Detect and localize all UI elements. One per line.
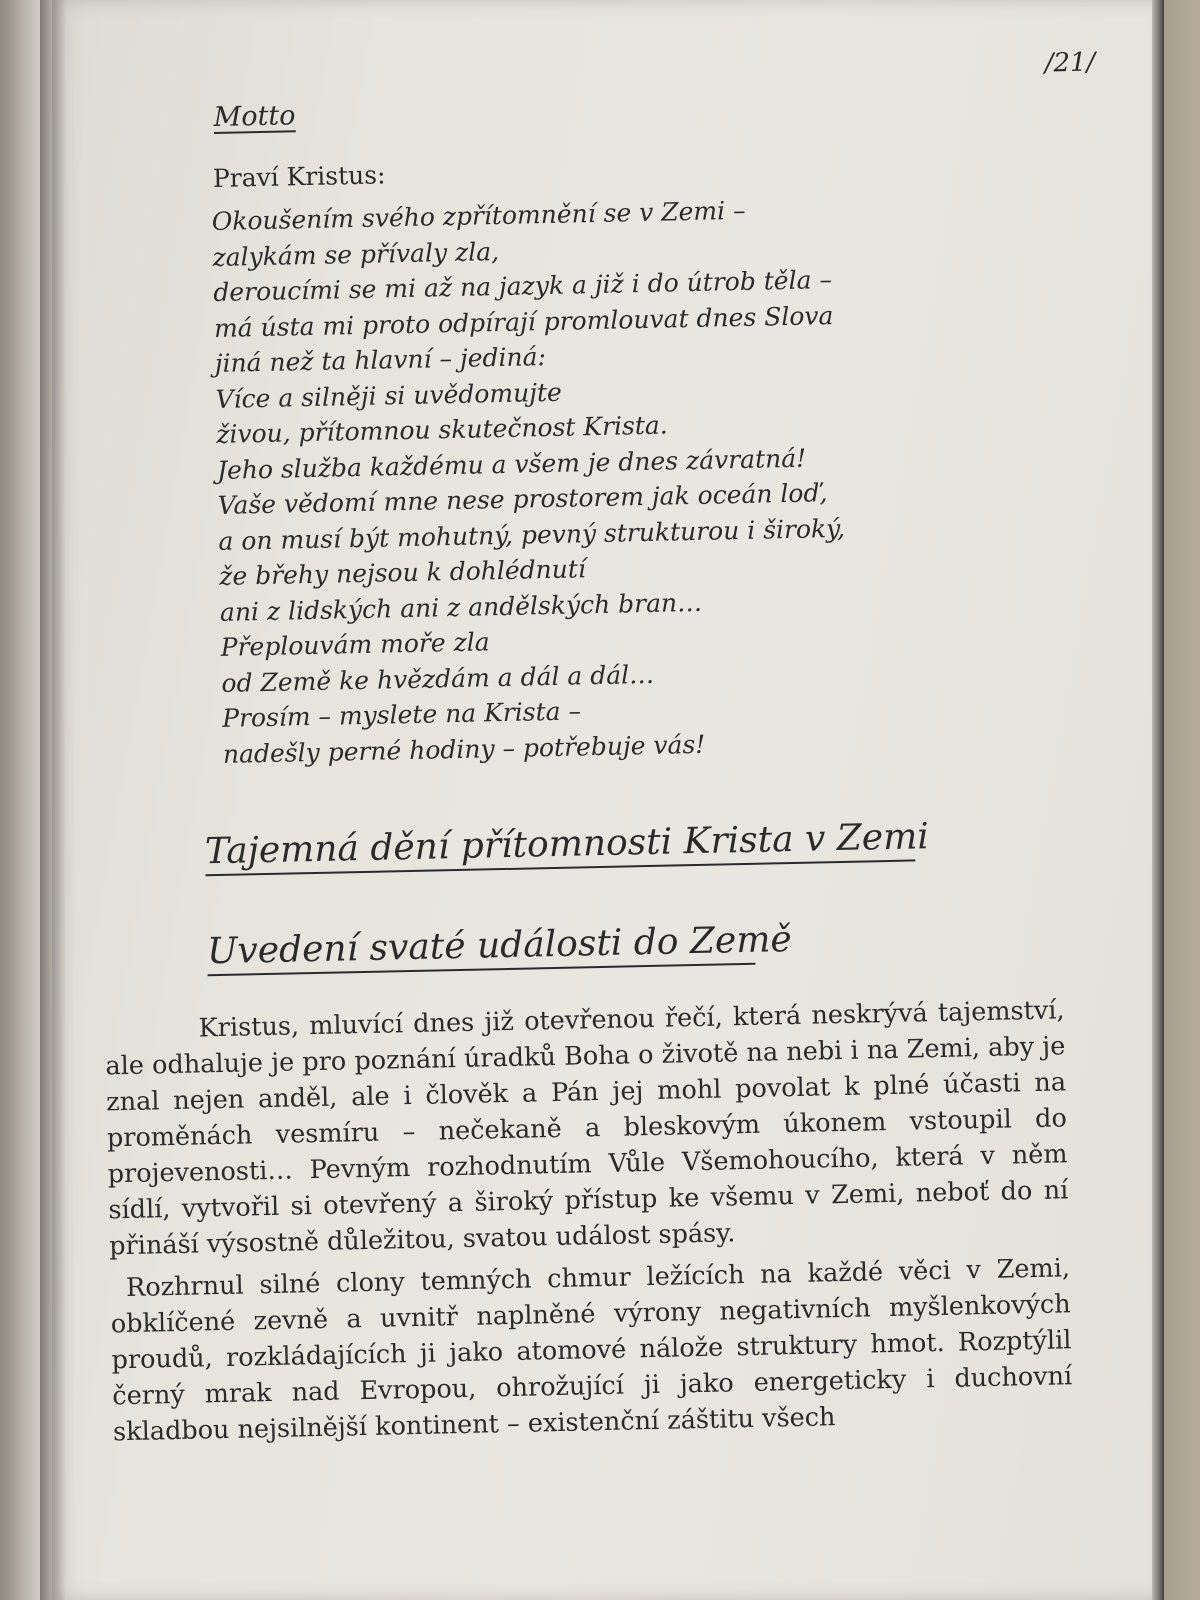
poem-line: a on musí být mohutný, pevný strukturou i široký, bbox=[218, 513, 846, 556]
poem-line: Přeplouvám moře zla bbox=[220, 627, 490, 662]
motto-label: Motto bbox=[213, 100, 296, 133]
paragraph: Rozhrnul silné clony temných chmur ležících na každé věci v Zemi, obklíčené zevně a uvnitř naplněné výrony negativních myšlenkových proudů, rozkládajících ji jako atomové nálože struktury hmot. Rozptýlil černý mrak nad Evropou, ohrožující ji jako energeticky i duchovní skladbou nejsilnější kontinent – existenční záštitu všech bbox=[110, 1253, 1073, 1448]
poem-line: Okoušením svého zpřítomnění se v Zemi – bbox=[211, 195, 746, 236]
poem-line: Vaše vědomí mne nese prostorem jak oceán loď, bbox=[217, 478, 828, 520]
motto-poem bbox=[211, 191, 849, 772]
poem-line: Jeho služba každému a všem je dnes závratná! bbox=[216, 443, 807, 485]
motto-intro: Praví Kristus: bbox=[212, 160, 386, 193]
body-text bbox=[104, 992, 1073, 1456]
section-heading: Uvedení svaté události do Země bbox=[207, 920, 756, 976]
page-number: /21/ bbox=[1044, 47, 1096, 79]
poem-line: Více a silněji si uvědomujte bbox=[215, 377, 563, 414]
poem-line: nadešly perné hodiny – potřebuje vás! bbox=[222, 729, 706, 769]
chapter-heading: Tajemná dění přítomnosti Krista v Zemi bbox=[205, 816, 916, 876]
poem-line: Prosím – myslete na Krista – bbox=[221, 696, 582, 733]
poem-line: ani z lidských ani z andělských bran… bbox=[219, 587, 703, 627]
paragraph: Kristus, mluvící dnes již otevřenou řečí, která neskrývá tajemství, ale odhaluje je pro poznání úradků Boha o životě na nebi i na Zemi, aby je znal nejen anděl, ale i člověk a Pán jej mohl povolat k plné účasti na proměnách vesmíru – nečekaně a bleskovým úkonem vstoupil do projevenosti… Pevným rozhodnutím Vůle Všemohoucího, která v něm sídlí, vytvořil si otevřený a široký přístup ke všemu v Zemi, neboť do ní přináší výsostně důležitou, svatou událost spásy. bbox=[105, 995, 1069, 1262]
poem-line: má ústa mi proto odpírají promlouvat dnes Slova bbox=[213, 300, 834, 343]
poem-line: od Země ke hvězdám a dál a dál… bbox=[221, 659, 655, 698]
poem-line: že břehy nejsou k dohlédnutí bbox=[218, 554, 587, 591]
poem-line: deroucími se mi až na jazyk a již i do útrob těla – bbox=[212, 265, 833, 307]
poem-line: živou, přítomnou skutečnost Krista. bbox=[215, 410, 669, 449]
poem-line: zalykám se přívaly zla, bbox=[212, 236, 500, 272]
poem-line: jiná než ta hlavní – jediná: bbox=[214, 342, 547, 378]
